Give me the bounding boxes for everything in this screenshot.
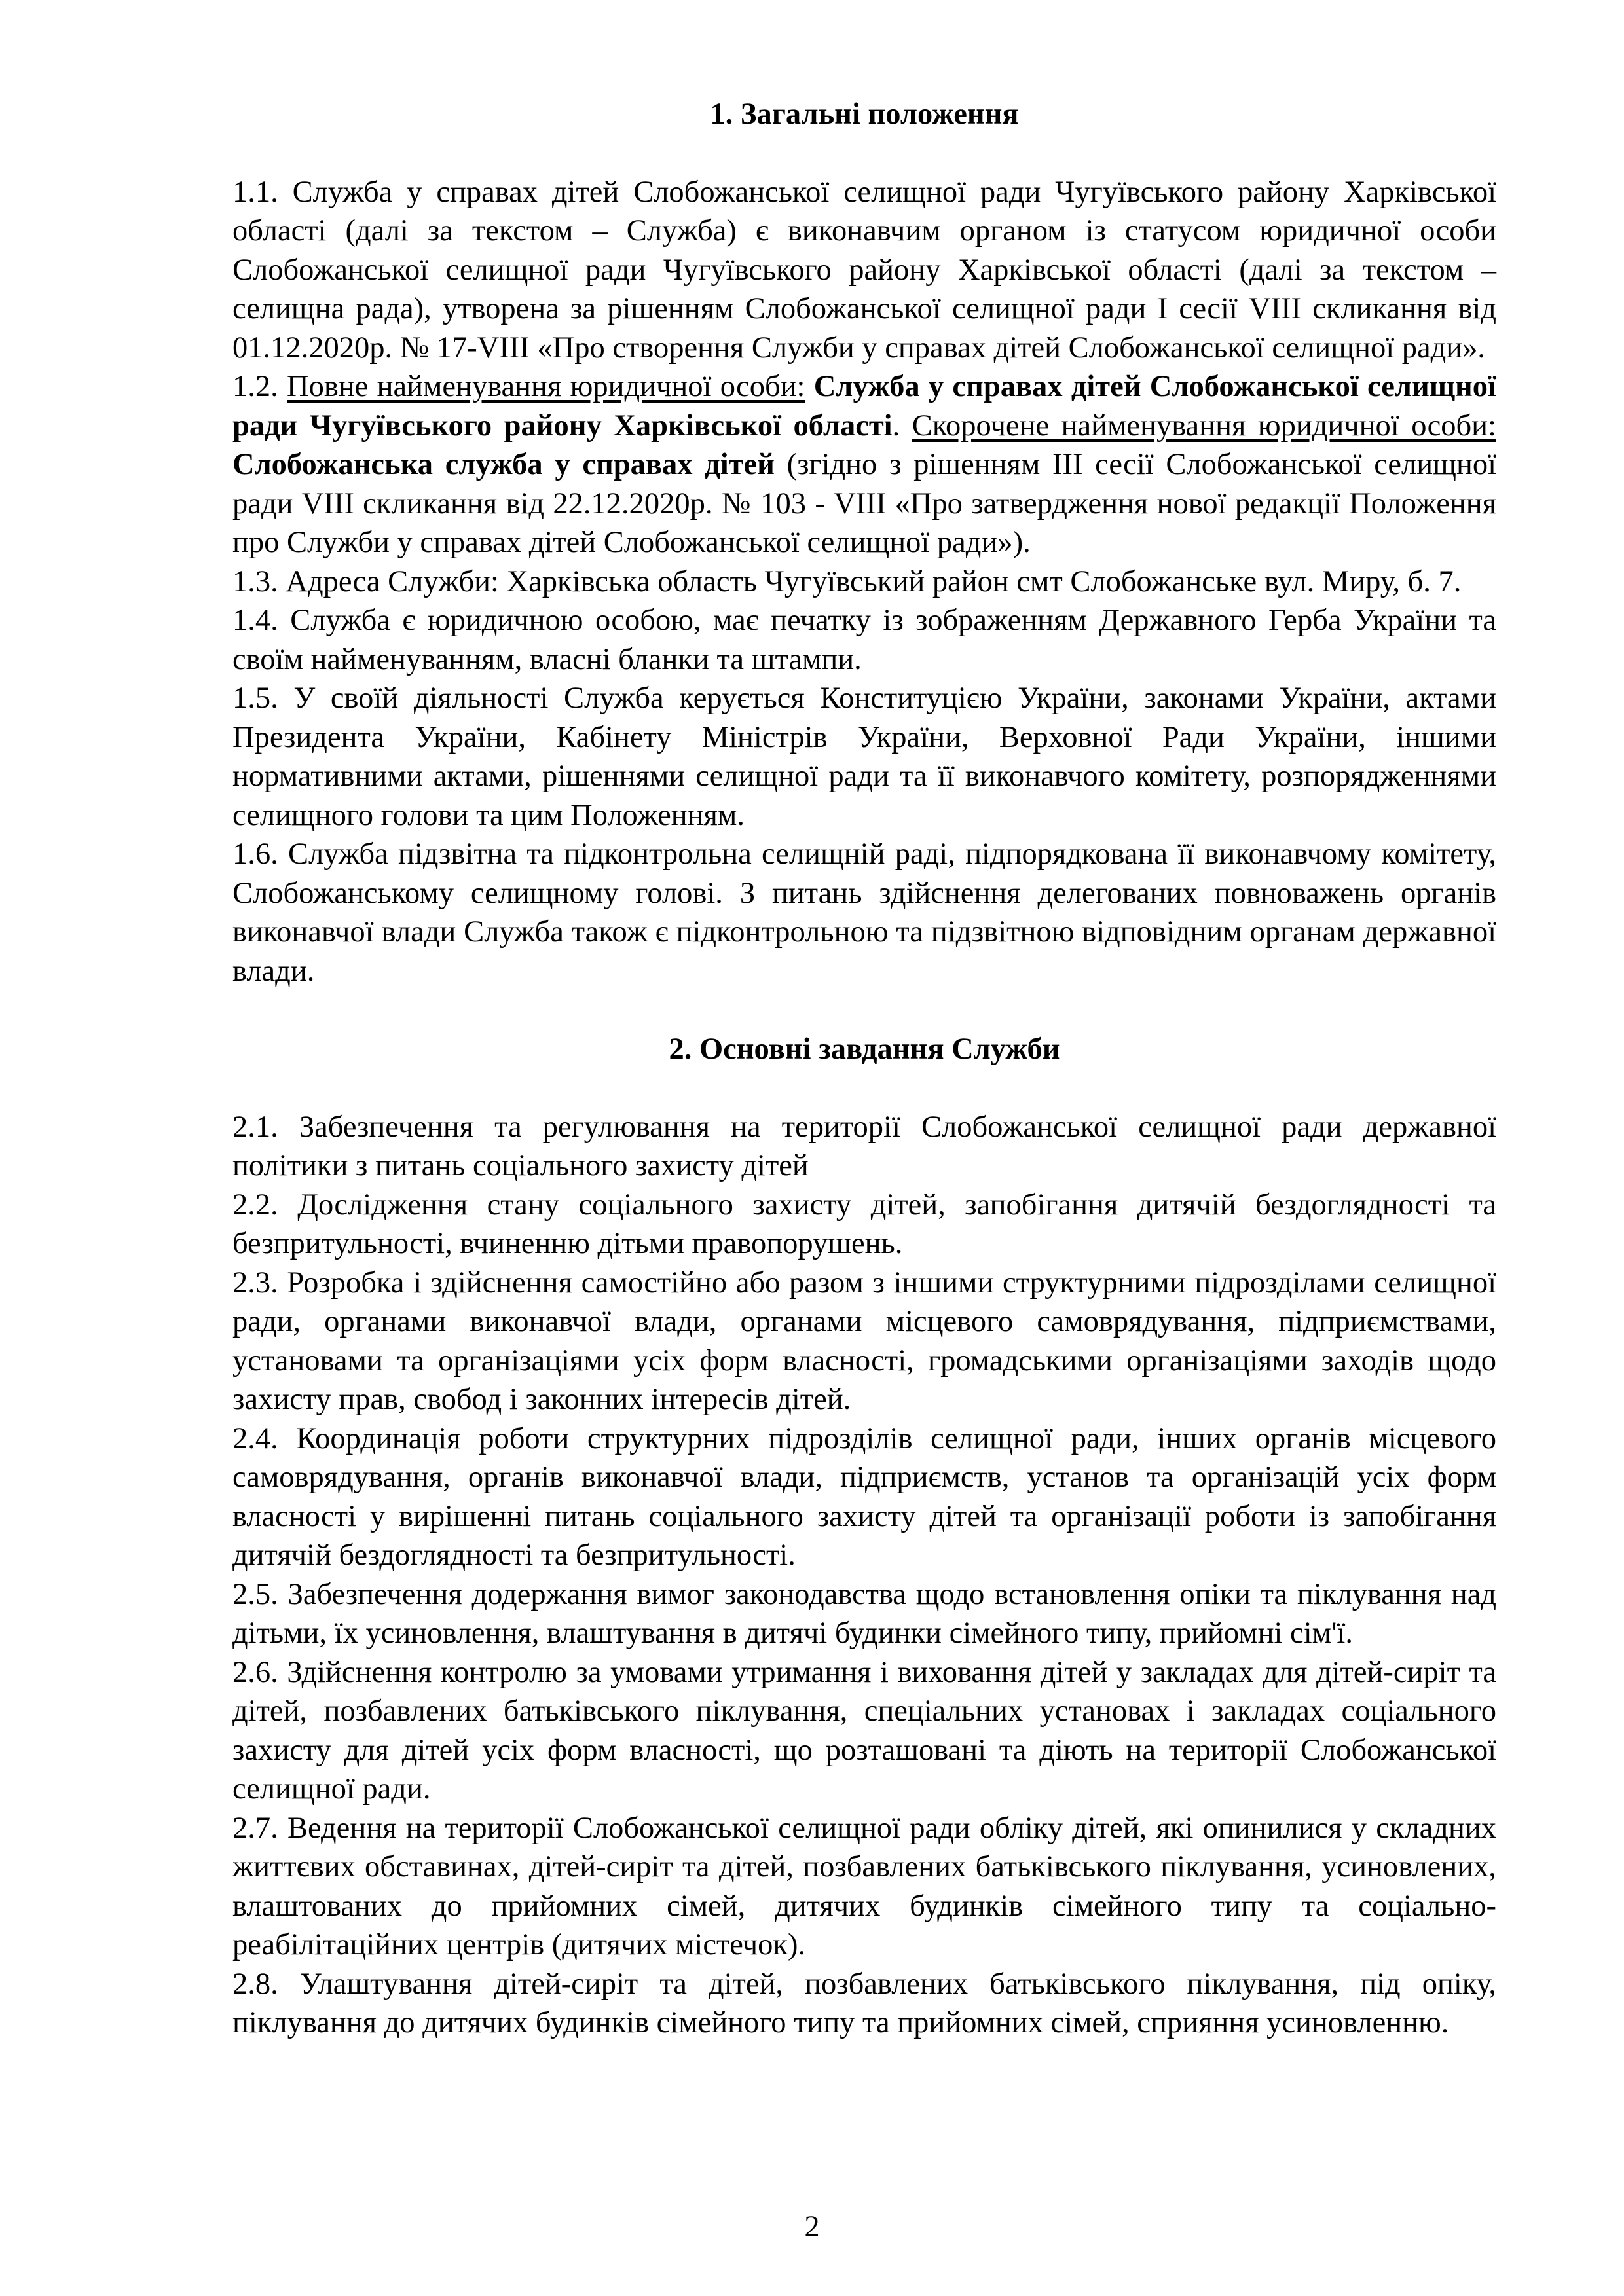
name-separator: . [892, 409, 912, 443]
paragraph-2-7: 2.7. Ведення на території Слобожанської селищної ради обліку дітей, які опинилися у складних життєвих обставинах, дітей-сиріт та дітей, позбавлених батьківського піклування, усиновлених, влаштованих до прийомних сімей, дитячих будинків сімейного типу та соціально-реабілітаційних центрів (дитячих містечок). [232, 1811, 1496, 1961]
paragraph-1-2-number: 1.2. [232, 370, 287, 403]
paragraph-2-5: 2.5. Забезпечення додержання вимог законодавства щодо встановлення опіки та піклування над дітьми, їх усиновлення, влаштування в дитячі будинки сімейного типу, прийомні сім'ї. [232, 1577, 1496, 1650]
paragraph-1-6: 1.6. Служба підзвітна та підконтрольна селищній раді, підпорядкована її виконавчому комітету, Слобожанському селищному голові. З питань здійснення делегованих повноважень органів виконавчої влади Служба також є підконтрольною та підзвітною відповідним органам державної влади. [232, 837, 1496, 988]
paragraph-1-1: 1.1. Служба у справах дітей Слобожанської селищної ради Чугуївського району Харківської області (далі за текстом – Служба) є виконавчим органом із статусом юридичної особи Слобожанської селищної ради Чугуївського району Харківської області (далі за текстом – селищна рада), утворена за рішенням Слобожанської селищної ради І сесії VІІІ скликання від 01.12.2020р. № 17-VІІІ «Про створення Служби у справах дітей Слобожанської селищної ради». [232, 175, 1496, 365]
paragraph-2-8: 2.8. Улаштування дітей-сиріт та дітей, позбавлених батьківського піклування, під опіку, піклування до дитячих будинків сімейного типу та прийомних сімей, сприяння усиновленню. [232, 1967, 1496, 2039]
paragraph-2-1: 2.1. Забезпечення та регулювання на території Слобожанської селищної ради державної політики з питань соціального захисту дітей [232, 1110, 1496, 1182]
paragraph-1-2-rest: (згідно з рішенням ІІІ сесії Слобожанської селищної ради VIII скликання від 22.12.2020р. № 103 - VIII «Про затвердження нової редакції Положення про Служби у справах дітей Слобожанської селищної ради»). [232, 448, 1496, 559]
section-2-title: 2. Основні завдання Служби [669, 1032, 1060, 1066]
paragraph-2-6: 2.6. Здійснення контролю за умовами утримання і виховання дітей у закладах для дітей-сиріт та дітей, позбавлених батьківського піклування, спеціальних установах і закладах соціального захисту для дітей усіх форм власності, що розташовані та діють на території Слобожанської селищної ради. [232, 1655, 1496, 1806]
short-name-value: Слобожанська служба у справах дітей [232, 448, 775, 481]
full-name-value: Служба у справах дітей Слобожанської селищної ради Чугуївського району Харківської області [232, 370, 1496, 443]
paragraph-2-4: 2.4. Координація роботи структурних підрозділів селищної ради, інших органів місцевого самоврядування, органів виконавчої влади, підприємств, установ та організацій усіх форм власності у вирішенні питань соціального захисту дітей та організації роботи із запобігання дитячій бездоглядності та безпритульності. [232, 1421, 1496, 1572]
paragraph-1-5: 1.5. У своїй діяльності Служба керується Конституцією України, законами України, актами Президента України, Кабінету Міністрів України, Верховної Ради України, іншими нормативними актами, рішеннями селищної ради та її виконавчого комітету, розпорядженнями селищного голови та цим Положенням. [232, 682, 1496, 832]
paragraph-1-2 [232, 367, 1496, 562]
page-number: 2 [804, 2210, 820, 2244]
section-1-title: 1. Загальні положення [710, 98, 1019, 131]
paragraph-2-2: 2.2. Дослідження стану соціального захисту дітей, запобігання дитячій бездоглядності та безпритульності, вчиненню дітьми правопорушень. [232, 1188, 1496, 1260]
full-name-label: Повне найменування юридичної особи: [287, 370, 805, 403]
paragraph-1-3: 1.3. Адреса Служби: Харківська область Чугуївський район смт Слобожанське вул. Миру, б. 7. [232, 564, 1462, 598]
paragraph-2-3: 2.3. Розробка і здійснення самостійно або разом з іншими структурними підрозділами селищної ради, органами виконавчої влади, органами місцевого самоврядування, підприємствами, установами та організаціями усіх форм власності, громадськими організаціями заходів щодо захисту прав, свобод і законних інтересів дітей. [232, 1266, 1496, 1416]
paragraph-1-4: 1.4. Служба є юридичною особою, має печатку із зображенням Державного Герба України та своїм найменуванням, власні бланки та штампи. [232, 604, 1496, 676]
short-name-label: Скорочене найменування юридичної особи: [912, 409, 1496, 443]
document-body [232, 95, 1496, 2043]
